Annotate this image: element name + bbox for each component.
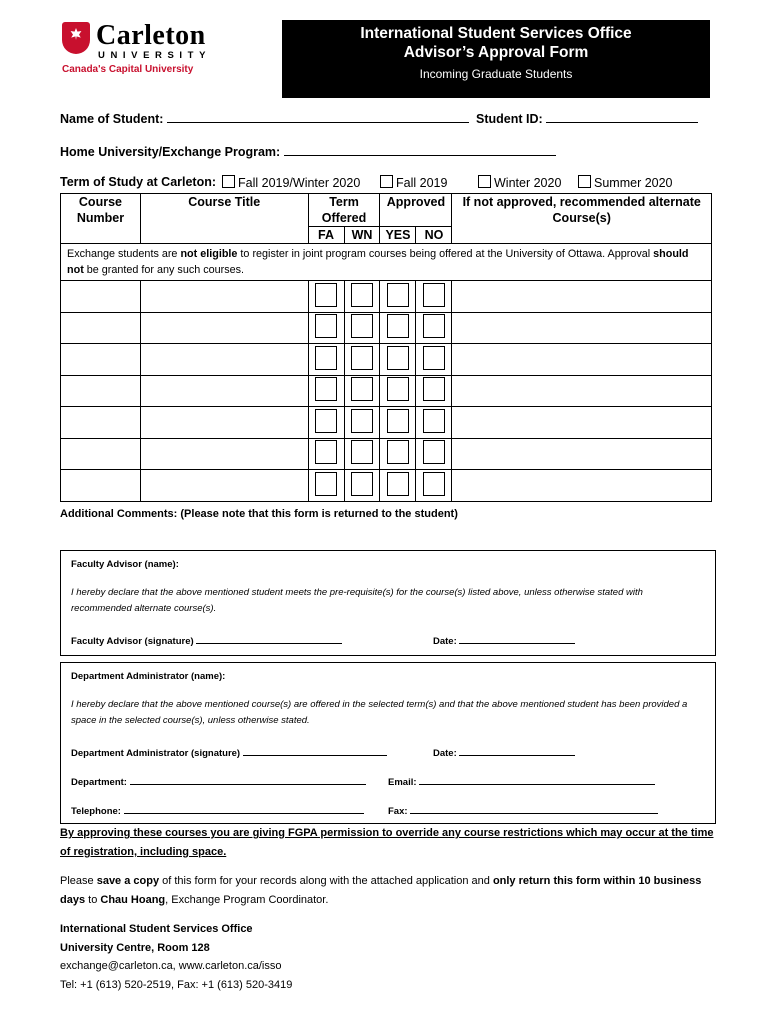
wn-checkbox[interactable] — [344, 470, 380, 502]
table-row — [61, 407, 712, 439]
checkbox[interactable] — [351, 440, 373, 464]
checkbox[interactable] — [315, 283, 337, 307]
logo-name: Carleton — [96, 20, 206, 51]
dept-signature-row: Department Administrator (signature) — [71, 745, 387, 759]
return-instructions: Please save a copy of this form for your records along with the attached application and only return this form within 10 business days to Chau Hoang, Exchange Program Coordinator. — [60, 875, 702, 906]
shield-icon — [62, 22, 90, 54]
fax-row: Fax: — [388, 803, 658, 817]
checkbox[interactable] — [351, 283, 373, 307]
header-course-title: Course Title — [140, 194, 308, 244]
course-number-cell[interactable] — [61, 438, 141, 470]
checkbox[interactable] — [387, 472, 409, 496]
dept-signature-field[interactable] — [243, 745, 387, 756]
table-row — [61, 344, 712, 376]
fa-checkbox[interactable] — [308, 438, 344, 470]
course-title-cell[interactable] — [140, 312, 308, 344]
fax-field[interactable] — [410, 803, 658, 814]
faculty-date-field[interactable] — [459, 633, 575, 644]
no-checkbox[interactable] — [416, 438, 452, 470]
course-number-cell[interactable] — [61, 407, 141, 439]
table-row — [61, 312, 712, 344]
office-name: International Student Services Office — [60, 923, 253, 935]
no-checkbox[interactable] — [416, 312, 452, 344]
home-university-row — [60, 143, 556, 159]
wn-checkbox[interactable] — [344, 312, 380, 344]
office-phone: Tel: +1 (613) 520-2519, Fax: +1 (613) 520-3419 — [60, 978, 293, 991]
course-title-cell[interactable] — [140, 438, 308, 470]
additional-comments-label: Additional Comments: (Please note that this form is returned to the student) — [60, 508, 458, 520]
telephone-field[interactable] — [124, 803, 364, 814]
term-option-winter[interactable]: Winter 2020 — [478, 175, 561, 190]
term-option-fall[interactable]: Fall 2019 — [380, 175, 447, 190]
fa-checkbox[interactable] — [308, 407, 344, 439]
permission-statement: By approving these courses you are giving FGPA permission to override any course restrictions which may occur at the time of registration, including space. — [60, 827, 714, 858]
checkbox[interactable] — [423, 283, 445, 307]
form-title-line2: Advisor’s Approval Form — [403, 44, 589, 61]
logo-university: UNIVERSITY — [98, 50, 212, 61]
checkbox[interactable] — [387, 346, 409, 370]
no-checkbox[interactable] — [416, 407, 452, 439]
alternate-course-cell[interactable] — [452, 281, 712, 313]
checkbox[interactable] — [578, 175, 591, 188]
term-label: Term of Study at Carleton: — [60, 175, 217, 189]
fa-checkbox[interactable] — [308, 375, 344, 407]
checkbox[interactable] — [380, 175, 393, 188]
course-table — [60, 193, 712, 502]
checkbox[interactable] — [351, 314, 373, 338]
checkbox[interactable] — [423, 440, 445, 464]
checkbox[interactable] — [315, 346, 337, 370]
yes-checkbox[interactable] — [380, 407, 416, 439]
checkbox[interactable] — [423, 346, 445, 370]
dept-declaration: I hereby declare that the above mentioned course(s) are offered in the selected term(s) and that the above mentioned student has been provided a space in the selected course(s), unless otherwise stated. — [71, 699, 688, 726]
logo-tagline: Canada's Capital University — [62, 64, 194, 75]
office-web: exchange@carleton.ca, www.carleton.ca/isso — [60, 960, 282, 972]
course-number-cell[interactable] — [61, 470, 141, 502]
department-row: Department: — [71, 774, 366, 788]
dept-date-row: Date: — [433, 745, 575, 759]
wn-checkbox[interactable] — [344, 281, 380, 313]
yes-checkbox[interactable] — [380, 281, 416, 313]
checkbox[interactable] — [387, 440, 409, 464]
no-checkbox[interactable] — [416, 281, 452, 313]
yes-checkbox[interactable] — [380, 312, 416, 344]
header-term-offered: Term Offered — [308, 194, 380, 227]
subheader-wn: WN — [344, 227, 380, 244]
checkbox[interactable] — [351, 346, 373, 370]
checkbox[interactable] — [315, 440, 337, 464]
no-checkbox[interactable] — [416, 375, 452, 407]
course-number-cell[interactable] — [61, 375, 141, 407]
home-university-field[interactable] — [284, 143, 556, 156]
joint-program-note: Exchange students are not eligible to register in joint program courses being offered at the University of Ottawa. Approval should not be granted for any such courses. — [61, 244, 712, 281]
fa-checkbox[interactable] — [308, 470, 344, 502]
table-row — [61, 470, 712, 502]
office-room: University Centre, Room 128 — [60, 941, 210, 954]
yes-checkbox[interactable] — [380, 438, 416, 470]
header-course-number: Course Number — [61, 194, 141, 244]
checkbox[interactable] — [423, 314, 445, 338]
checkbox[interactable] — [315, 314, 337, 338]
checkbox[interactable] — [423, 472, 445, 496]
wn-checkbox[interactable] — [344, 375, 380, 407]
email-field[interactable] — [419, 774, 655, 785]
checkbox[interactable] — [387, 409, 409, 433]
course-title-cell[interactable] — [140, 470, 308, 502]
subheader-fa: FA — [308, 227, 344, 244]
department-admin-panel — [60, 662, 716, 824]
checkbox[interactable] — [222, 175, 235, 188]
no-checkbox[interactable] — [416, 344, 452, 376]
alternate-course-cell[interactable] — [452, 438, 712, 470]
checkbox[interactable] — [315, 377, 337, 401]
faculty-signature-row: Faculty Advisor (signature) — [71, 633, 342, 647]
course-number-cell[interactable] — [61, 312, 141, 344]
email-row: Email: — [388, 774, 655, 788]
faculty-advisor-panel — [60, 550, 716, 656]
telephone-row: Telephone: — [71, 803, 364, 817]
subheader-yes: YES — [380, 227, 416, 244]
term-option-summer[interactable]: Summer 2020 — [578, 175, 673, 190]
course-title-cell[interactable] — [140, 281, 308, 313]
faculty-date-row: Date: — [433, 633, 575, 647]
home-university-label: Home University/Exchange Program: — [60, 145, 281, 159]
form-title-line1: International Student Services Office — [360, 25, 632, 42]
header-alternate-courses: If not approved, recommended alternate Course(s) — [452, 194, 712, 244]
alternate-course-cell[interactable] — [452, 407, 712, 439]
student-id-field[interactable] — [546, 110, 698, 123]
checkbox[interactable] — [315, 409, 337, 433]
student-name-label: Name of Student: — [60, 112, 164, 126]
wn-checkbox[interactable] — [344, 407, 380, 439]
course-rows — [61, 281, 712, 502]
checkbox[interactable] — [351, 472, 373, 496]
subheader-no: NO — [416, 227, 452, 244]
faculty-declaration: I hereby declare that the above mentioned student meets the pre-requisite(s) for the course(s) listed above, unless otherwise stated with recommended alternate course(s). — [71, 587, 643, 614]
fa-checkbox[interactable] — [308, 344, 344, 376]
dept-admin-name-label: Department Administrator (name): — [71, 671, 226, 682]
carleton-logo — [58, 20, 218, 80]
checkbox[interactable] — [423, 377, 445, 401]
no-checkbox[interactable] — [416, 470, 452, 502]
yes-checkbox[interactable] — [380, 470, 416, 502]
checkbox[interactable] — [351, 377, 373, 401]
fa-checkbox[interactable] — [308, 281, 344, 313]
course-title-cell[interactable] — [140, 344, 308, 376]
wn-checkbox[interactable] — [344, 344, 380, 376]
checkbox[interactable] — [423, 409, 445, 433]
checkbox[interactable] — [478, 175, 491, 188]
student-id-label: Student ID: — [476, 112, 543, 126]
alternate-course-cell[interactable] — [452, 375, 712, 407]
faculty-advisor-name-label: Faculty Advisor (name): — [71, 559, 179, 570]
course-number-cell[interactable] — [61, 281, 141, 313]
dept-date-field[interactable] — [459, 745, 575, 756]
yes-checkbox[interactable] — [380, 375, 416, 407]
header-approved: Approved — [380, 194, 452, 227]
fa-checkbox[interactable] — [308, 312, 344, 344]
table-row — [61, 438, 712, 470]
student-name-field[interactable] — [167, 110, 469, 123]
table-row — [61, 281, 712, 313]
course-number-cell[interactable] — [61, 344, 141, 376]
department-field[interactable] — [130, 774, 366, 785]
yes-checkbox[interactable] — [380, 344, 416, 376]
checkbox[interactable] — [387, 283, 409, 307]
term-option-fall-winter[interactable]: Fall 2019/Winter 2020 — [222, 175, 360, 190]
table-row — [61, 375, 712, 407]
alternate-course-cell[interactable] — [452, 470, 712, 502]
wn-checkbox[interactable] — [344, 438, 380, 470]
student-name-row — [60, 110, 469, 126]
form-title-box — [282, 20, 710, 98]
student-id-row — [476, 110, 698, 126]
course-title-cell[interactable] — [140, 375, 308, 407]
faculty-signature-field[interactable] — [196, 633, 342, 644]
checkbox[interactable] — [387, 377, 409, 401]
office-address — [60, 920, 292, 994]
checkbox[interactable] — [315, 472, 337, 496]
form-subtitle: Incoming Graduate Students — [419, 67, 573, 81]
course-title-cell[interactable] — [140, 407, 308, 439]
alternate-course-cell[interactable] — [452, 312, 712, 344]
checkbox[interactable] — [387, 314, 409, 338]
checkbox[interactable] — [351, 409, 373, 433]
alternate-course-cell[interactable] — [452, 344, 712, 376]
